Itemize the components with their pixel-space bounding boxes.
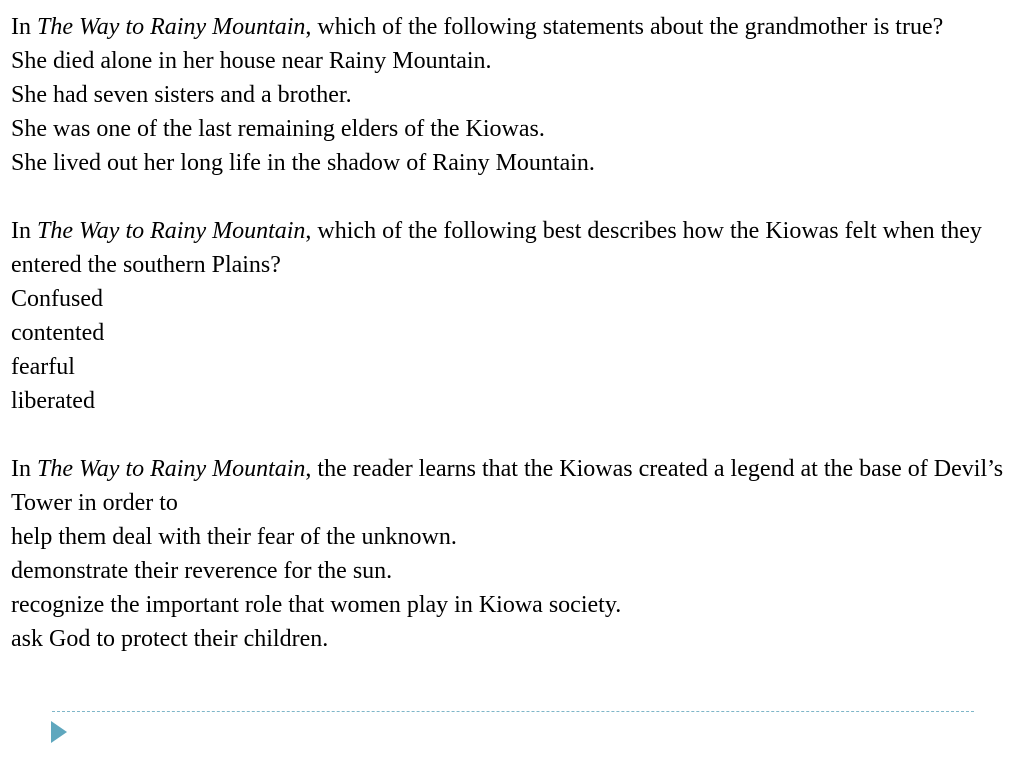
answer-option: She was one of the last remaining elders of the Kiowas.: [11, 116, 545, 142]
book-title: The Way to Rainy Mountain: [37, 456, 306, 482]
question-3: [11, 452, 1016, 656]
answer-option: ask God to protect their children.: [11, 626, 329, 652]
answer-option: help them deal with their fear of the unknown.: [11, 524, 457, 550]
answer-option: recognize the important role that women play in Kiowa society.: [11, 592, 622, 618]
answer-option: demonstrate their reverence for the sun.: [11, 558, 393, 584]
footer-divider: [52, 711, 974, 712]
answer-option: She died alone in her house near Rainy Mountain.: [11, 48, 492, 74]
answer-option: contented: [11, 320, 105, 346]
answer-option: liberated: [11, 388, 95, 414]
question-1-stem: In The Way to Rainy Mountain, which of the following statements about the grandmother is true?: [11, 14, 944, 40]
spacer: [11, 180, 1016, 214]
question-3-stem: In The Way to Rainy Mountain, the reader learns that the Kiowas created a legend at the base of Devil’s Tower in order to: [11, 456, 1004, 516]
question-2-stem: In The Way to Rainy Mountain, which of the following best describes how the Kiowas felt when they entered the southern Plains?: [11, 218, 982, 278]
book-title: The Way to Rainy Mountain: [37, 14, 306, 40]
answer-option: Confused: [11, 286, 103, 312]
answer-option: fearful: [11, 354, 75, 380]
question-2: [11, 214, 1016, 418]
question-1: [11, 10, 1016, 180]
play-triangle-icon: [51, 721, 67, 743]
spacer: [11, 418, 1016, 452]
answer-option: She had seven sisters and a brother.: [11, 82, 352, 108]
slide-content: [11, 10, 1016, 656]
book-title: The Way to Rainy Mountain: [37, 218, 306, 244]
answer-option: She lived out her long life in the shadow of Rainy Mountain.: [11, 150, 595, 176]
